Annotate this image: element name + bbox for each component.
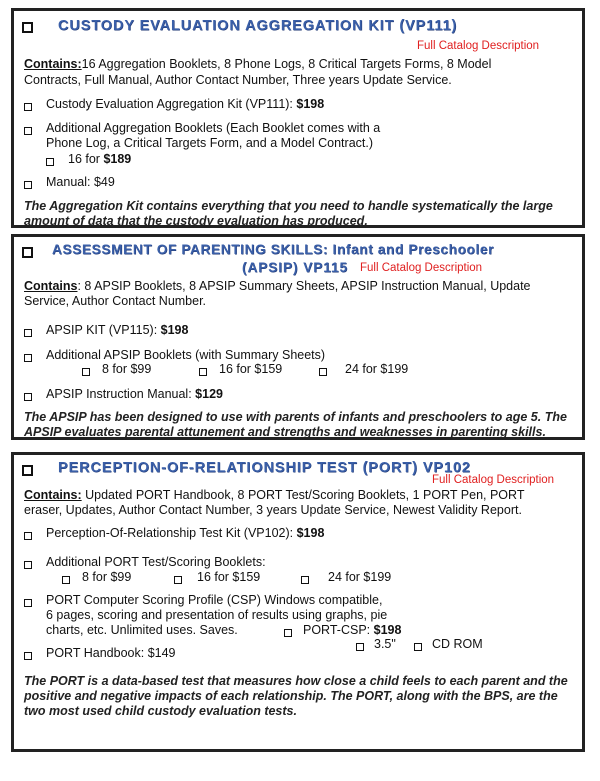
option-checkbox[interactable] bbox=[174, 576, 182, 584]
csp-checkbox[interactable] bbox=[24, 599, 32, 607]
csp-item-2: 6 pages, scoring and presentation of results using graphs, pie bbox=[46, 608, 388, 622]
option-label: 8 for $99 bbox=[82, 570, 132, 584]
section-checkbox[interactable] bbox=[22, 465, 33, 476]
option-16: 16 for $189 bbox=[68, 152, 132, 166]
description: The APSIP has been designed to use with parents of infants and preschoolers to age 5. The bbox=[24, 410, 567, 424]
additional-checkbox[interactable] bbox=[24, 354, 32, 362]
csp-item-3: charts, etc. Unlimited uses. Saves. bbox=[46, 623, 238, 637]
media-35-label: 3.5" bbox=[374, 637, 396, 651]
additional-checkbox[interactable] bbox=[24, 561, 32, 569]
manual-checkbox[interactable] bbox=[24, 181, 32, 189]
section-checkbox[interactable] bbox=[22, 22, 33, 33]
kit-checkbox[interactable] bbox=[24, 532, 32, 540]
section-checkbox[interactable] bbox=[22, 247, 33, 258]
contains-text-2: Service, Author Contact Number. bbox=[24, 294, 207, 308]
additional-item: Additional PORT Test/Scoring Booklets: bbox=[46, 555, 266, 569]
contains-label: Contains bbox=[24, 279, 78, 293]
kit-item: Perception-Of-Relationship Test Kit (VP102): $198 bbox=[46, 526, 325, 540]
contains-text: Contains: Updated PORT Handbook, 8 PORT Test/Scoring Booklets, 1 PORT Pen, PORT bbox=[24, 488, 525, 502]
csp-item: PORT Computer Scoring Profile (CSP) Windows compatible, bbox=[46, 593, 383, 607]
option-label: 24 for $199 bbox=[345, 362, 409, 376]
contains-text: Contains:16 Aggregation Booklets, 8 Phone Logs, 8 Critical Targets Forms, 8 Model bbox=[24, 57, 492, 71]
section-apsip bbox=[11, 234, 585, 440]
additional-item: Additional Aggregation Booklets (Each Booklet comes with a bbox=[46, 121, 381, 135]
csp-price-checkbox[interactable] bbox=[284, 629, 292, 637]
handbook-checkbox[interactable] bbox=[24, 652, 32, 660]
catalog-link[interactable]: Full Catalog Description bbox=[417, 40, 540, 52]
description: The PORT is a data-based test that measures how close a child feels to each parent and the bbox=[24, 674, 568, 688]
option-label: 24 for $199 bbox=[328, 570, 392, 584]
manual-checkbox[interactable] bbox=[24, 393, 32, 401]
manual-item: APSIP Instruction Manual: $129 bbox=[46, 387, 223, 401]
section-title: PERCEPTION-OF-RELATIONSHIP TEST (PORT) VP102 bbox=[58, 460, 471, 476]
section-port bbox=[11, 452, 585, 752]
contains-label: Contains: bbox=[24, 57, 82, 71]
handbook-item: PORT Handbook: $149 bbox=[46, 646, 176, 660]
contains-text-2: Contracts, Full Manual, Author Contact Number, Three years Update Service. bbox=[24, 73, 452, 87]
additional-checkbox[interactable] bbox=[24, 127, 32, 135]
description-2: APSIP evaluates parental attunement and strengths and weaknesses in parenting skills. bbox=[24, 425, 546, 439]
media-cd-checkbox[interactable] bbox=[414, 643, 422, 651]
kit-checkbox[interactable] bbox=[24, 103, 32, 111]
kit-item: APSIP KIT (VP115): $198 bbox=[46, 323, 189, 337]
manual-item: Manual: $49 bbox=[46, 175, 115, 189]
catalog-link[interactable]: Full Catalog Description bbox=[432, 474, 555, 486]
description: The Aggregation Kit contains everything that you need to handle systematically the large bbox=[24, 199, 553, 213]
section-title: CUSTODY EVALUATION AGGREGATION KIT (VP111) bbox=[58, 18, 458, 34]
option-label: 16 for $159 bbox=[197, 570, 261, 584]
option-checkbox[interactable] bbox=[82, 368, 90, 376]
section-title-2: (APSIP) VP115 bbox=[242, 260, 349, 275]
option-checkbox[interactable] bbox=[199, 368, 207, 376]
option-label: 16 for $159 bbox=[219, 362, 283, 376]
option-checkbox[interactable] bbox=[319, 368, 327, 376]
media-35-checkbox[interactable] bbox=[356, 643, 364, 651]
option-16-checkbox[interactable] bbox=[46, 158, 54, 166]
description-2: positive and negative impacts of each relationship. The PORT, along with the BPS, are the bbox=[24, 689, 558, 703]
section-title: ASSESSMENT OF PARENTING SKILLS: Infant and Preschooler bbox=[52, 242, 495, 257]
catalog-link[interactable]: Full Catalog Description bbox=[360, 262, 483, 274]
section-aggregation-kit bbox=[11, 8, 585, 228]
kit-checkbox[interactable] bbox=[24, 329, 32, 337]
additional-item: Additional APSIP Booklets (with Summary Sheets) bbox=[46, 348, 326, 362]
option-checkbox[interactable] bbox=[301, 576, 309, 584]
description-3: two most used child custody evaluation tests. bbox=[24, 704, 297, 718]
contains-text-2: eraser, Updates, Author Contact Number, 3 years Update Service, Newest Validity Report. bbox=[24, 503, 522, 517]
csp-price: PORT-CSP: $198 bbox=[303, 623, 402, 637]
media-cd-label: CD ROM bbox=[432, 637, 483, 651]
description-2: amount of data that the custody evaluation has produced. bbox=[24, 214, 368, 228]
option-label: 8 for $99 bbox=[102, 362, 152, 376]
contains-label: Contains: bbox=[24, 488, 82, 502]
contains-text: Contains: 8 APSIP Booklets, 8 APSIP Summary Sheets, APSIP Instruction Manual, Update bbox=[24, 279, 531, 293]
additional-item-2: Phone Log, a Critical Targets Form, and a Model Contract.) bbox=[46, 136, 374, 150]
option-checkbox[interactable] bbox=[62, 576, 70, 584]
kit-item: Custody Evaluation Aggregation Kit (VP111): $198 bbox=[46, 97, 325, 111]
